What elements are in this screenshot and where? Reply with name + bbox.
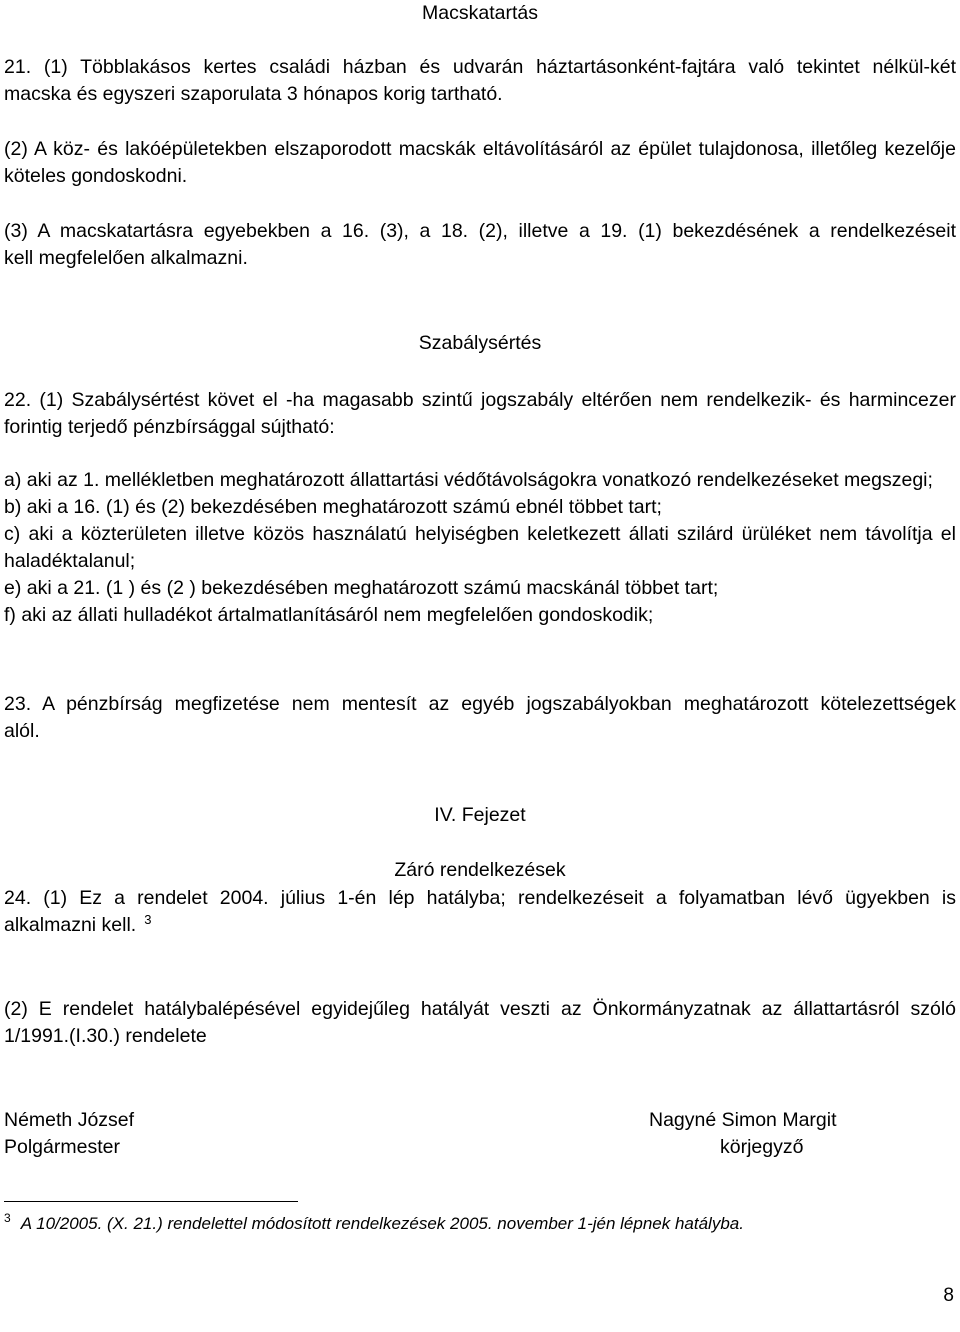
signature-left (4, 1107, 134, 1161)
text-line: 23. A pénzbírság megfizetése nem mentesít az egyéb jogszabályokban meghatározott kötelezettségek (4, 693, 956, 715)
text-line: 22. (1) Szabálysértést követ el -ha magasabb szintű jogszabály eltérően nem rendelkezik- és harmincezer (4, 389, 956, 411)
page-number: 8 (943, 1285, 954, 1306)
paragraph-21-3 (4, 218, 956, 272)
text-line: forintig terjedő pénzbírsággal sújtható: (4, 416, 335, 438)
offense-list (4, 467, 956, 629)
text-line: alól. (4, 720, 40, 742)
list-item-e: e) aki a 21. (1 ) és (2 ) bekezdésében meghatározott számú macskánál többet tart; (4, 577, 719, 599)
list-item-f: f) aki az állati hulladékot ártalmatlanításáról nem megfelelően gondoskodik; (4, 604, 654, 626)
footnote-reference[interactable]: 3 (144, 912, 152, 927)
footnote-separator (4, 1201, 298, 1202)
text-line: 24. (1) Ez a rendelet 2004. július 1-én lép hatályba; rendelkezéseit a folyamatban lévő ügyekben is (4, 887, 956, 909)
signature-right (649, 1107, 837, 1161)
text-line: 1/1991.(I.30.) rendelete (4, 1025, 207, 1047)
text-line: (3) A macskatartásra egyebekben a 16. (3), a 18. (2), illetve a 19. (1) bekezdésének a rendelkezéseit (4, 220, 956, 242)
signature-block (4, 1107, 956, 1161)
signatory-title: körjegyző (720, 1136, 804, 1158)
footnote (4, 1212, 744, 1236)
chapter-subtitle: Záró rendelkezések (394, 859, 566, 881)
paragraph-24-1 (4, 885, 956, 939)
footnote-mark: 3 (4, 1211, 11, 1225)
paragraph-21-2 (4, 136, 956, 190)
text-line: köteles gondoskodni. (4, 165, 188, 187)
signatory-title: Polgármester (4, 1136, 120, 1158)
chapter-title: IV. Fejezet (434, 804, 526, 826)
footnote-text: A 10/2005. (X. 21.) rendelettel módosított rendelkezések 2005. november 1-jén lépnek hatályba. (20, 1214, 744, 1233)
text-line: macska és egyszeri szaporulata 3 hónapos korig tartható. (4, 83, 503, 105)
signatory-name: Németh József (4, 1109, 135, 1131)
list-item-c: c) aki a közterületen illetve közös használatú helyiségben keletkezett állati szilárd ürüléket nem távolítja el (4, 523, 956, 545)
paragraph-23 (4, 691, 956, 745)
text-line: (2) A köz- és lakóépületekben elszaporodott macskák eltávolításáról az épület tulajdonosa, illetőleg kezelője (4, 138, 956, 160)
paragraph-24-2 (4, 996, 956, 1050)
text-fragment: alkalmazni kell. (4, 914, 137, 936)
text-line: 21. (1) Többlakásos kertes családi házban és udvarán háztartásonként-fajtára való tekintet nélkül-két (4, 56, 956, 78)
section-title-szabalysertes: Szabálysértés (418, 332, 542, 354)
text-line: kell megfelelően alkalmazni. (4, 247, 248, 269)
section-title-macskatartas: Macskatartás (422, 2, 538, 24)
paragraph-22 (4, 387, 956, 441)
paragraph-21-1 (4, 54, 956, 108)
list-item-b: b) aki a 16. (1) és (2) bekezdésében meghatározott számú ebnél többet tart; (4, 496, 662, 518)
text-line: (2) E rendelet hatálybalépésével egyidejűleg hatályát veszti az Önkormányzatnak az állattartásról szóló (4, 998, 956, 1020)
list-item-a: a) aki az 1. mellékletben meghatározott állattartási védőtávolságokra vonatkozó rendelkezéseket megszegi; (4, 469, 933, 491)
signatory-name: Nagyné Simon Margit (649, 1109, 837, 1131)
list-item-c-continued: haladéktalanul; (4, 550, 136, 572)
text-line (4, 912, 956, 939)
